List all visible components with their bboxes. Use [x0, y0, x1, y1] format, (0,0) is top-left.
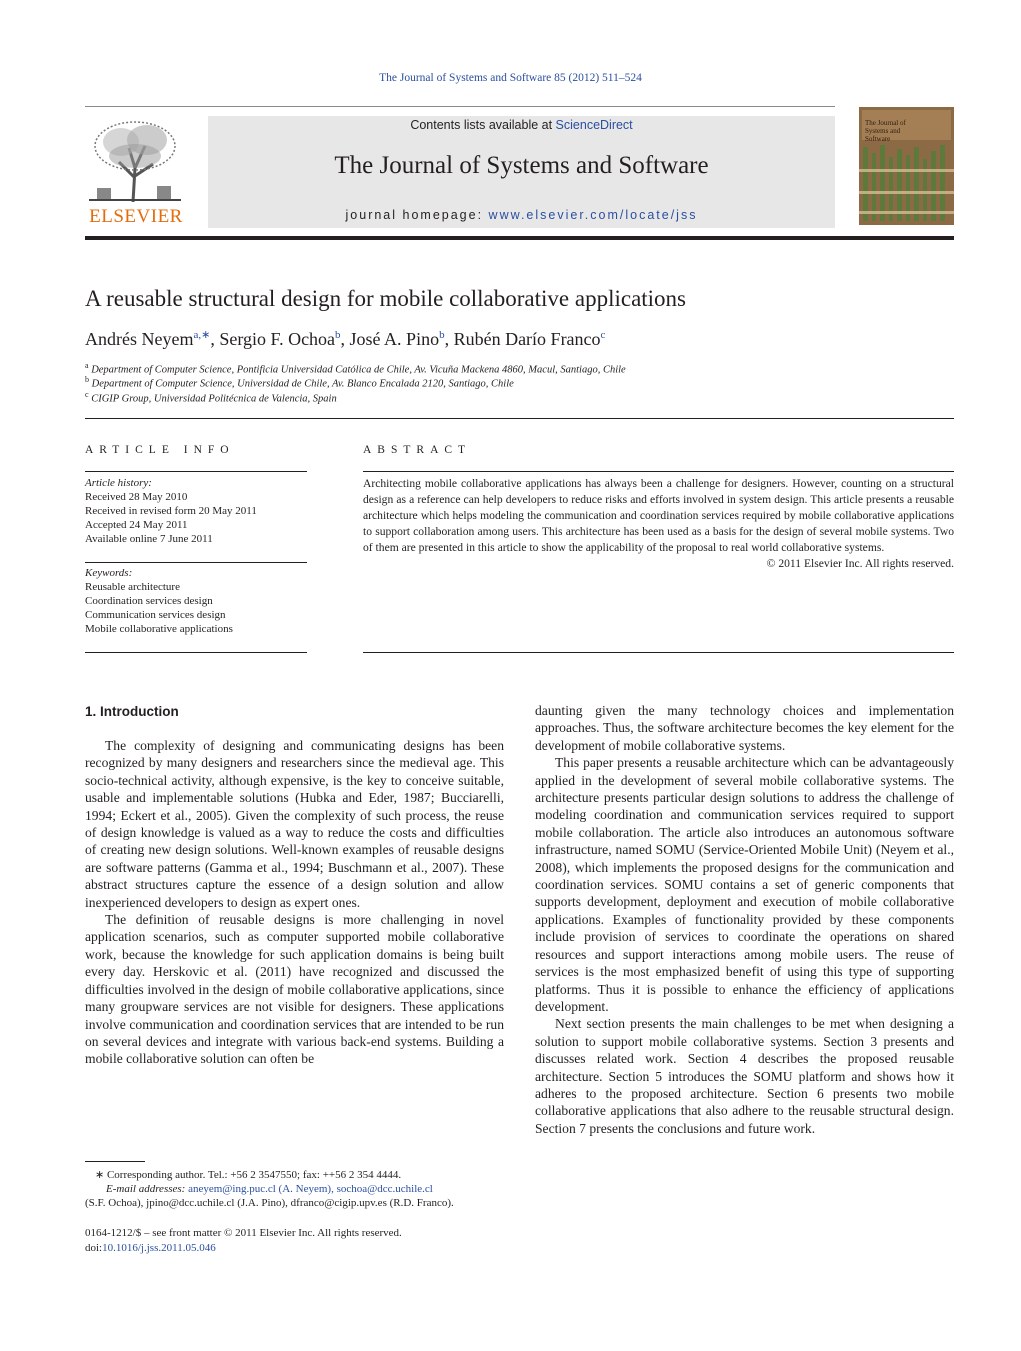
article-info-bottom-rule [85, 652, 307, 653]
author-affiliation-mark[interactable]: c [600, 329, 606, 341]
elsevier-logo[interactable] [85, 116, 187, 228]
right-column [535, 702, 954, 1137]
author-name[interactable]: Andrés Neyem [85, 329, 194, 349]
article-info-heading: ARTICLE INFO [85, 444, 235, 456]
abstract-rule [363, 471, 954, 472]
paragraph: Next section presents the main challenges to be met when designing a solution to support mobile collaborative systems. Section 3 presents and discusses related work. Section 4 describes the proposed reusable architecture. Section 5 introduces the SOMU platform and shows how it adheres to the proposed architecture. Section 6 presents two mobile collaborative applications that also adhere to the reusable structural design. Section 7 presents the conclusions and future work. [535, 1016, 954, 1136]
author-name[interactable]: José A. Pino [349, 329, 440, 349]
affiliation-mark: b [85, 375, 89, 384]
header-top-rule [85, 106, 835, 107]
email-label: E-mail addresses: [106, 1183, 186, 1195]
paragraph: This paper presents a reusable architecture which can be advantageously applied in the development of several mobile collaborative systems. The architecture presents particular design solutions to address the challenge of modeling coordination and communication services required to support mobile collaboration. The article also introduces an autonomous software infrastructure, named SOMU (Service-Oriented Mobile Unit) (Neyem et al., 2008), which implements the proposed designs for the communication and coordination services. SOMU contains a set of generic components that supports development, deployment and execution of mobile collaborative applications. Examples of functionality provided by these components include provision of services to coordinate the operations on shared resources and support interactions among mobile users. The reuse of services is the most emphasized benefit of using this type of supporting platforms. Thus it is possible to enhance the efficiency of applications development. [535, 755, 954, 1014]
contents-prefix: Contents lists available at [410, 118, 556, 132]
affiliation [85, 390, 337, 405]
keyword: Mobile collaborative applications [85, 623, 233, 635]
author-name[interactable]: Sergio F. Ochoa [219, 329, 336, 349]
footnote-rule [85, 1161, 145, 1162]
email-line-2[interactable]: (S.F. Ochoa), jpino@dcc.uchile.cl (J.A. Pino), dfranco@cigip.upv.es (R.D. Franco). [85, 1197, 454, 1209]
affiliation [85, 375, 514, 390]
email-links[interactable]: aneyem@ing.puc.cl (A. Neyem), sochoa@dcc.uchile.cl [188, 1183, 433, 1195]
journal-title: The Journal of Systems and Software [334, 152, 709, 179]
author-affiliation-mark[interactable]: b [335, 329, 341, 341]
running-head[interactable]: The Journal of Systems and Software 85 (2012) 511–524 [379, 72, 642, 84]
abstract-heading: ABSTRACT [363, 444, 472, 456]
history-item: Available online 7 June 2011 [85, 533, 213, 545]
journal-cover-image[interactable] [859, 107, 954, 225]
keywords-rule [85, 562, 307, 563]
email-line [106, 1182, 504, 1196]
affiliation-text: Department of Computer Science, Pontificia Universidad Católica de Chile, Av. Vicuña Mackena 4860, Macul, Santiago, Chile [91, 364, 626, 376]
homepage-prefix: journal homepage: [345, 208, 489, 222]
elsevier-wordmark: ELSEVIER [89, 206, 183, 227]
affiliations-divider [85, 418, 954, 419]
corresponding-author-note: ∗ Corresponding author. Tel.: +56 2 3547550; fax: ++56 2 354 4444. [95, 1169, 402, 1181]
affiliation [85, 361, 626, 376]
sciencedirect-link[interactable]: ScienceDirect [555, 118, 633, 132]
paragraph: The complexity of designing and communicating designs has been recognized by many designers and researchers since the medieval age. This socio-technical activity, although expensive, is the key to conceive suitable, usable and implementable solutions (Hubka and Eder, 1987; Bucciarelli, 1994; Eckert et al., 2005). Given the complexity of such process, the reuse of design knowledge is valued as a way to reduce the costs and difficulties of creating new design solutions. Well-known examples of reusable designs are software patterns (Gamma et al., 1994; Buschmann et al., 2007). These abstract structures capture the essence of a design solution and allow inexperienced developers to design as expert ones. [85, 738, 504, 910]
keywords [85, 566, 307, 636]
abstract-bottom-rule [363, 652, 954, 653]
affiliation-mark: a [85, 361, 89, 370]
paragraph: The definition of reusable designs is more challenging in novel application scenarios, such as computer supported mobile collaborative work, because the knowledge for such application domains is being built every day. Herskovic et al. (2011) have recognized and discussed the difficulties involved in the design of mobile collaborative applications, since many groupware services are not visible for designers. These applications involve communication and coordination services that are intended to be run on several devices and integrate with various back-end systems. Building a mobile collaborative solution can often be [85, 912, 504, 1067]
article-info-rule [85, 471, 307, 472]
left-column [85, 737, 504, 1068]
journal-header [208, 116, 835, 228]
article-history [85, 476, 307, 546]
abstract-copyright: © 2011 Elsevier Inc. All rights reserved. [766, 557, 954, 570]
history-item: Accepted 24 May 2011 [85, 519, 188, 531]
affiliation-text: CIGIP Group, Universidad Politécnica de Valencia, Spain [91, 393, 337, 405]
paragraph: daunting given the many technology choices and implementation approaches. Thus, the software architecture becomes the key element for the development of mobile collaborative systems. [535, 703, 954, 753]
elsevier-tree-icon [89, 118, 181, 202]
homepage-link[interactable]: www.elsevier.com/locate/jss [488, 208, 698, 222]
abstract-body [363, 476, 954, 572]
affiliation-mark: c [85, 390, 89, 399]
cover-title: The Journal of Systems and Software [865, 119, 906, 143]
history-item: Received 28 May 2010 [85, 491, 188, 503]
keywords-label: Keywords: [85, 567, 133, 579]
doi-link[interactable]: 10.1016/j.jss.2011.05.046 [102, 1242, 216, 1254]
author-name[interactable]: Rubén Darío Franco [453, 329, 601, 349]
header-bottom-rule [85, 236, 954, 240]
history-label: Article history: [85, 477, 152, 489]
author-list: Andrés Neyem$^{a,∗}$, Sergio F. Ochoa$^b$, José A. Pino$^b$, Rubén Darío Franco$^c$ [85, 329, 606, 349]
section-heading-introduction: 1. Introduction [85, 704, 179, 719]
journal-homepage [208, 208, 835, 222]
history-item: Received in revised form 20 May 2011 [85, 505, 257, 517]
issn-line: 0164-1212/$ – see front matter © 2011 Elsevier Inc. All rights reserved. [85, 1227, 402, 1239]
doi-prefix: doi: [85, 1242, 103, 1254]
keyword: Reusable architecture [85, 581, 180, 593]
article-title: A reusable structural design for mobile collaborative applications [85, 286, 687, 311]
keyword: Coordination services design [85, 595, 213, 607]
contents-line [208, 118, 835, 132]
doi-line [85, 1241, 504, 1255]
affiliation-text: Department of Computer Science, Universidad de Chile, Av. Blanco Encalada 2120, Santiago, Chile [91, 378, 514, 390]
abstract-text: Architecting mobile collaborative applications has always been a challenge for designers. However, counting on a structural design as a reference can help developers to reduce risks and efforts involved in system design. This article presents a reusable architecture which helps modeling the communication and coordination services required by mobile collaborative applications to support collaboration among users. This architecture has been used as a basis for the design of several mobile systems. Two of them are presented in this article to show the applicability of the proposal to real world collaborative systems. [363, 477, 954, 554]
keyword: Communication services design [85, 609, 226, 621]
author-affiliation-mark[interactable]: a,∗ [193, 329, 211, 341]
author-affiliation-mark[interactable]: b [439, 329, 445, 341]
